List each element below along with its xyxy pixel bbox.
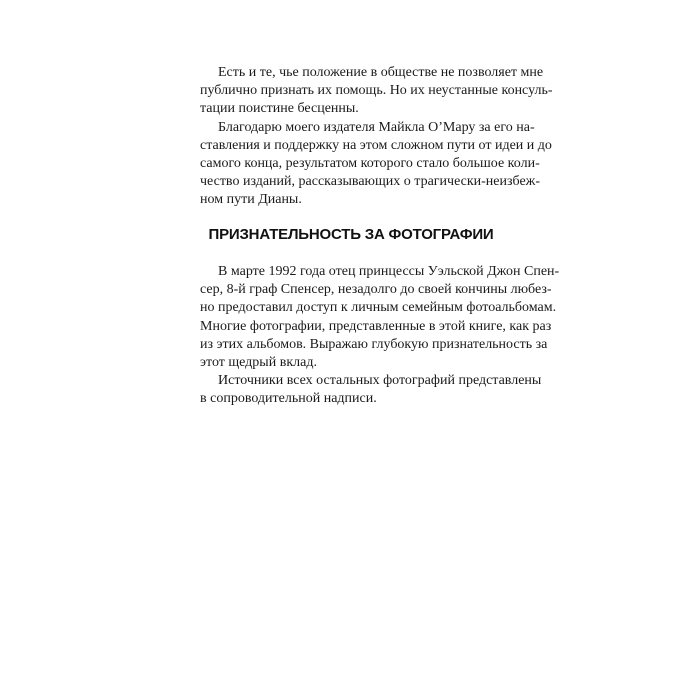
text-line: публично признать их помощь. Но их неустанные консуль- — [200, 83, 553, 99]
paragraph — [200, 263, 560, 372]
photo-credits-text — [200, 263, 560, 409]
text-line: самого конца, результатом которого стало большое коли- — [200, 155, 540, 171]
text-line: сер, 8-й граф Спенсер, незадолго до своей кончины любез- — [200, 282, 552, 298]
text-line: в сопроводительной надписи. — [200, 391, 377, 407]
paragraph — [200, 119, 552, 210]
text-line: Благодарю моего издателя Майкла О’Мару за его на- — [218, 119, 535, 135]
paragraph — [200, 372, 542, 408]
text-line: ставления и поддержку на этом сложном пути от идеи и до — [200, 137, 552, 153]
paragraph — [200, 64, 553, 119]
text-line: ном пути Дианы. — [200, 192, 302, 208]
text-line: В марте 1992 года отец принцессы Уэльской Джон Спен- — [218, 264, 560, 279]
text-line: тации поистине бесценны. — [200, 101, 359, 117]
text-line: Источники всех остальных фотографий представлены — [218, 373, 542, 389]
text-line: из этих альбомов. Выражаю глубокую признательность за — [200, 336, 548, 352]
text-line: чество изданий, рассказывающих о трагически-неизбеж- — [200, 174, 541, 190]
text-line: Есть и те, чье положение в обществе не позволяет мне — [218, 65, 544, 80]
text-line: но предоставил доступ к личным семейным фотоальбомам. — [200, 300, 557, 316]
text-line: Многие фотографии, представленные в этой книге, как раз — [200, 318, 552, 334]
acknowledgements-text — [200, 64, 553, 210]
section-heading: ПРИЗНАТЕЛЬНОСТЬ ЗА ФОТОГРАФИИ — [208, 226, 494, 243]
text-line: этот щедрый вклад. — [200, 354, 317, 370]
